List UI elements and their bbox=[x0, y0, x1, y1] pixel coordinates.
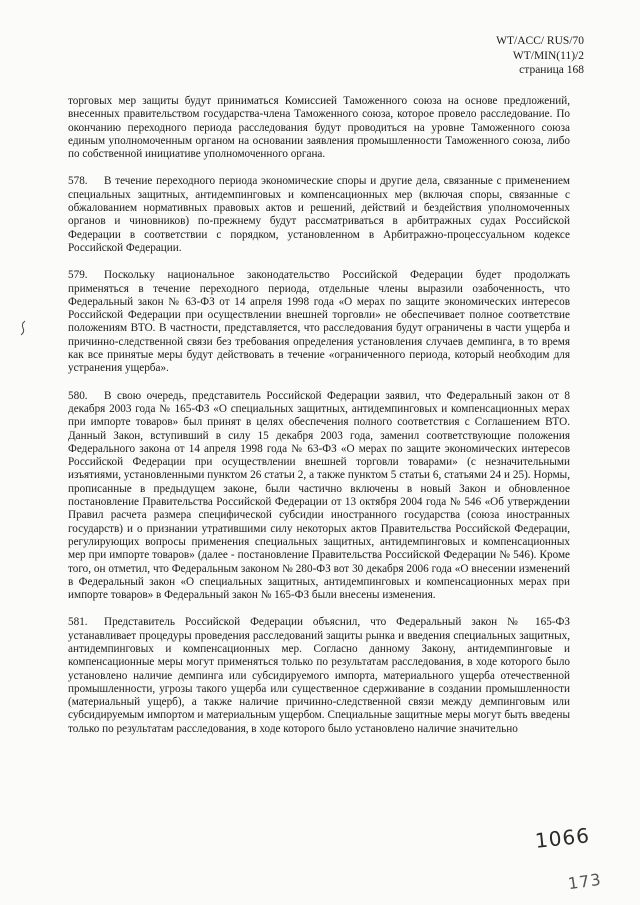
paragraph-text: Представитель Российской Федерации объяснил, что Федеральный закон № 165-ФЗ устанавливает процедуры проведения расследований защиты рынка и введения специальных защитных, антидемпинговых и компенсационных мер. Согласно данному Закону, антидемпинговые и компенсационные меры могут применяться только по результатам расследования, в ходе которого было установлено наличие демпинга или субсидируемого импорта, материального ущерба отечественной промышленности, угрозы такого ущерба или существенное сдерживание в создании промышленности (материальный ущерб), а также наличие причинно-следственной связи между демпинговым или субсидируемым импортом и материальным ущербом. Специальные защитные меры могут быть введены только по результатам расследования, в ходе которого было установлено наличие значительно bbox=[68, 616, 570, 735]
handwritten-page-number: 1066 bbox=[533, 823, 592, 853]
document-body bbox=[68, 95, 570, 750]
paragraph-number: 579. bbox=[68, 269, 88, 282]
paragraph-number: 580. bbox=[68, 389, 88, 402]
handwritten-sheet-number: 173 bbox=[566, 869, 603, 894]
paragraph-581 bbox=[68, 616, 570, 736]
paragraph-text: торговых мер защиты будут приниматься Комиссией Таможенного союза на основе предложений, внесенных правительством государства-члена Таможенного союза, которое провело расследование. По окончанию переходного периода расследования будут проводиться на уровне Таможенного союза единым уполномоченным органом на основании заявления промышленности Таможенного союза, либо по собственной инициативе уполномоченного органа. bbox=[68, 95, 570, 161]
paragraph-580 bbox=[68, 390, 570, 603]
paragraph-continued bbox=[68, 95, 570, 161]
margin-bracket-mark bbox=[20, 320, 26, 336]
paragraph-578 bbox=[68, 175, 570, 255]
paragraph-number: 581. bbox=[68, 616, 88, 629]
paragraph-text: В свою очередь, представитель Российской Федерации заявил, что Федеральный закон от 8 декабря 2003 года № 165-ФЗ «О специальных защитных, антидемпинговых и компенсационных мерах при импорте товаров» был принят в целях обеспечения полного соответствия с Соглашением ВТО. Данный Закон, вступивший в силу 15 декабря 2003 года, заменил соответствующие положения Федерального закона от 14 апреля 1998 года № 63-ФЗ «О мерах по защите экономических интересов Российской Федерации при осуществлении внешней торговли товарами» (с незначительными изъятиями, установленными пунктом 26 статьи 2, а также пунктом 5 статьи 6, статьями 24 и 25). Нормы, прописанные в предыдущем законе, были частично включены в новый Закон и обновленное постановление Правительства Российской Федерации от 13 октября 2004 года № 546 «Об утверждении Правил расчета размера специфической субсидии иностранного государства (союза иностранных государств) и о признании утратившими силу некоторых актов Правительства Российской Федерации, регулирующих вопросы применения специальных защитных, антидемпинговых и компенсационных мер при импорте товаров» (далее - постановление Правительства Российской Федерации № 546). Кроме того, он отметил, что Федеральным законом № 280-ФЗ вот 30 декабря 2006 года «О внесении изменений в Федеральный закон «О специальных защитных, антидемпинговых и компенсационных мерах при импорте товаров» в Федеральный закон № 165-ФЗ были внесены изменения. bbox=[68, 389, 570, 602]
document-symbol-2: WT/MIN(11)/2 bbox=[512, 49, 584, 62]
page-number: страница 168 bbox=[519, 64, 584, 76]
paragraph-579 bbox=[68, 269, 570, 375]
paragraph-text: Поскольку национальное законодательство Российской Федерации будет продолжать применяться в течение переходного периода, отдельные члены выразили озабоченность, что Федеральный закон № 63-ФЗ от 14 апреля 1998 года «О мерах по защите экономических интересов Российской Федерации при осуществлении внешней торговли» не обеспечивает полное соответствие положениям ВТО. В частности, представляется, что расследования будут ограничены в части ущерба и причинно-следственной связи без требования определения установления случаев демпинга, в то время как все принятые меры будут действовать в течение «ограниченного периода, который необходим для устранения ущерба». bbox=[68, 269, 570, 375]
paragraph-text: В течение переходного периода экономические споры и другие дела, связанные с применением специальных защитных, антидемпинговых и компенсационных мер (включая споры, связанные с обжалованием нормативных правовых актов и решений, действий и бездействия уполномоченных органов и чиновников) по-прежнему будут рассматриваться в арбитражных судах Российской Федерации в соответствии с порядком, установленном в Арбитражно-процессуальном кодексе Российской Федерации. bbox=[68, 175, 570, 254]
document-header bbox=[496, 34, 584, 78]
paragraph-number: 578. bbox=[68, 175, 88, 188]
document-symbol-1: WT/ACC/ RUS/70 bbox=[496, 35, 584, 47]
